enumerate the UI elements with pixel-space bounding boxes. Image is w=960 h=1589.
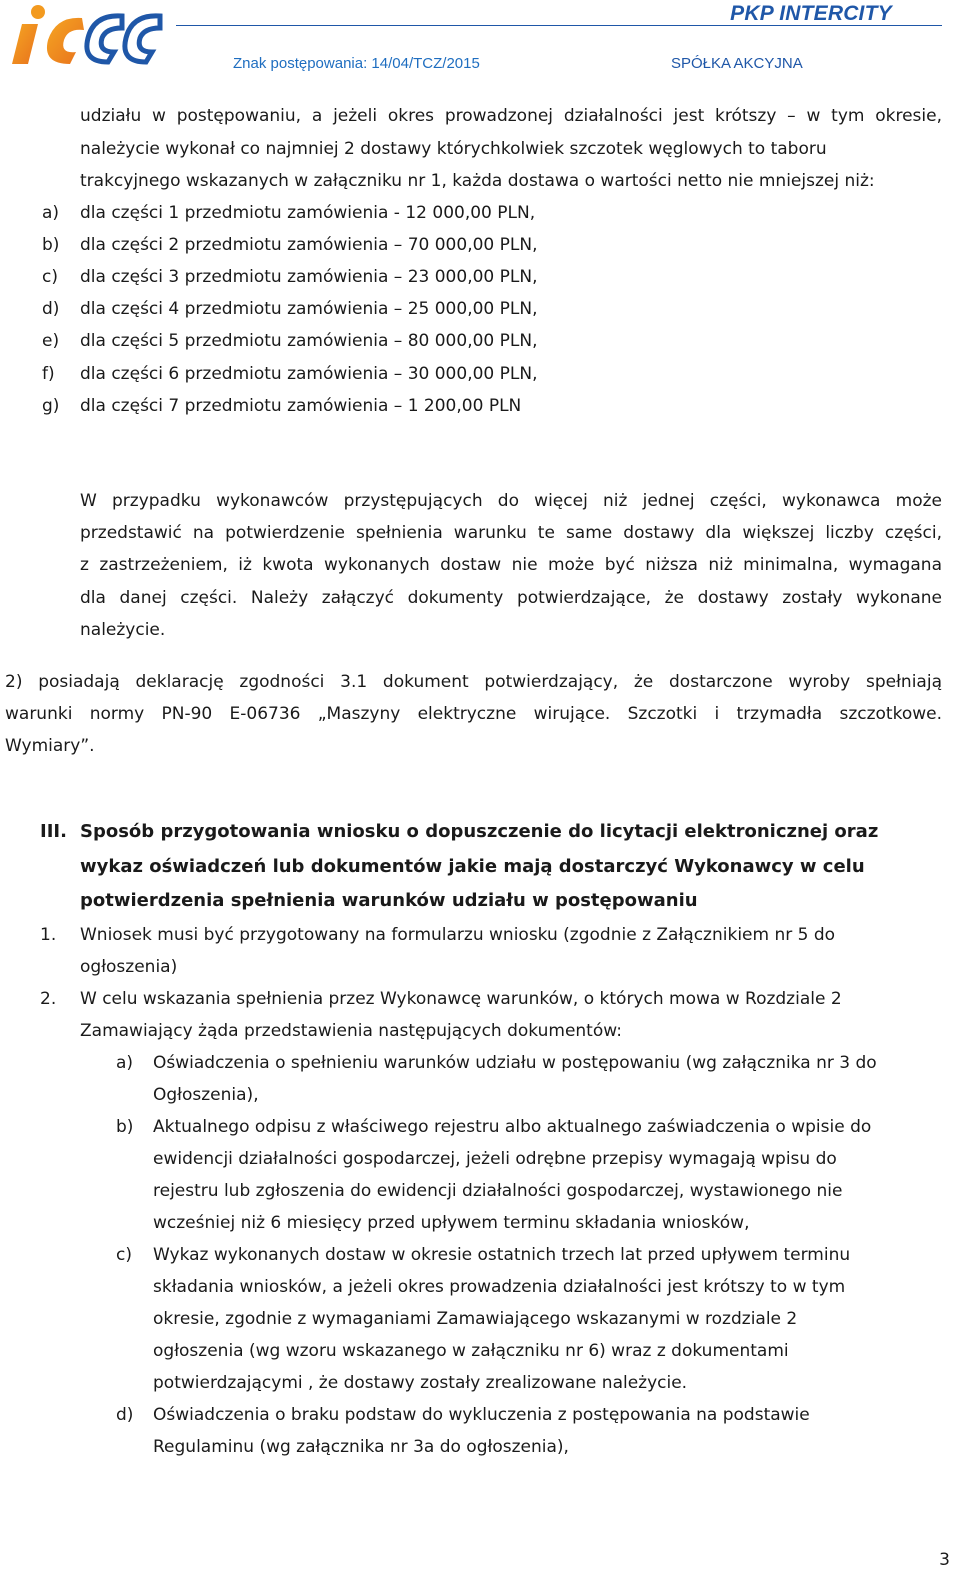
company-type: SPÓŁKA AKCYJNA bbox=[671, 55, 803, 72]
subitem-line: Oświadczenia o spełnieniu warunków udziału w postępowaniu (wg załącznika nr 3 do bbox=[153, 1053, 877, 1073]
reference-number: Znak postępowania: 14/04/TCZ/2015 bbox=[233, 55, 480, 72]
note-line: przedstawić na potwierdzenie spełnienia warunku te same dostawy dla większej liczby części, bbox=[80, 523, 942, 543]
header-rule bbox=[176, 25, 942, 26]
section-number: III. bbox=[40, 821, 67, 842]
list-item: dla części 4 przedmiotu zamówienia – 25 000,00 PLN, bbox=[80, 299, 538, 319]
item-line: W celu wskazania spełnienia przez Wykonawcę warunków, o których mowa w Rozdziale 2 bbox=[80, 989, 842, 1009]
item-number: 1. bbox=[40, 925, 57, 945]
item-line: ogłoszenia) bbox=[80, 957, 178, 977]
intro-line: trakcyjnego wskazanych w załączniku nr 1, każda dostawa o wartości netto nie mniejszej niż: bbox=[80, 171, 875, 191]
subitem-line: rejestru lub zgłoszenia do ewidencji działalności gospodarczej, wystawionego nie bbox=[153, 1181, 843, 1201]
point-line: 2) posiadają deklarację zgodności 3.1 dokument potwierdzający, że dostarczone wyroby spełniają bbox=[5, 672, 942, 692]
subitem-line: wcześniej niż 6 miesięcy przed upływem terminu składania wniosków, bbox=[153, 1213, 750, 1233]
section-title-line: wykaz oświadczeń lub dokumentów jakie mają dostarczyć Wykonawcy w celu bbox=[80, 856, 865, 877]
list-item-label: d) bbox=[42, 299, 60, 319]
note-line: należycie. bbox=[80, 620, 166, 640]
note-line: z zastrzeżeniem, iż kwota wykonanych dostaw nie może być niższa niż minimalna, wymagana bbox=[80, 555, 942, 575]
subitem-label: d) bbox=[116, 1405, 134, 1425]
list-item: dla części 3 przedmiotu zamówienia – 23 000,00 PLN, bbox=[80, 267, 538, 287]
subitem-label: c) bbox=[116, 1245, 132, 1265]
subitem-line: Oświadczenia o braku podstaw do wykluczenia z postępowania na podstawie bbox=[153, 1405, 810, 1425]
brand-name: PKP INTERCITY bbox=[730, 2, 892, 25]
subitem-line: okresie, zgodnie z wymaganiami Zamawiającego wskazanymi w rozdziale 2 bbox=[153, 1309, 798, 1329]
list-item-label: c) bbox=[42, 267, 58, 287]
list-item-label: f) bbox=[42, 364, 55, 384]
intercity-logo-icon bbox=[4, 2, 170, 68]
note-line: dla danej części. Należy załączyć dokumenty potwierdzające, że dostawy zostały wykonane bbox=[80, 588, 942, 608]
intro-line: należycie wykonał co najmniej 2 dostawy którychkolwiek szczotek węglowych to taboru bbox=[80, 139, 827, 159]
section-title-line: potwierdzenia spełnienia warunków udziału w postępowaniu bbox=[80, 890, 698, 911]
note-line: W przypadku wykonawców przystępujących do więcej niż jednej części, wykonawca może bbox=[80, 491, 942, 511]
list-item-label: a) bbox=[42, 203, 60, 223]
page-number: 3 bbox=[939, 1550, 950, 1570]
list-item: dla części 2 przedmiotu zamówienia – 70 000,00 PLN, bbox=[80, 235, 538, 255]
subitem-line: składania wniosków, a jeżeli okres prowadzenia działalności jest krótszy to w tym bbox=[153, 1277, 846, 1297]
list-item: dla części 6 przedmiotu zamówienia – 30 000,00 PLN, bbox=[80, 364, 538, 384]
subitem-line: Wykaz wykonanych dostaw w okresie ostatnich trzech lat przed upływem terminu bbox=[153, 1245, 851, 1265]
point-line: warunki normy PN-90 E-06736 „Maszyny elektryczne wirujące. Szczotki i trzymadła szczotkowe. bbox=[5, 704, 942, 724]
item-line: Wniosek musi być przygotowany na formularzu wniosku (zgodnie z Załącznikiem nr 5 do bbox=[80, 925, 836, 945]
subitem-line: Ogłoszenia), bbox=[153, 1085, 259, 1105]
subitem-label: b) bbox=[116, 1117, 134, 1137]
subitem-line: Aktualnego odpisu z właściwego rejestru albo aktualnego zaświadczenia o wpisie do bbox=[153, 1117, 872, 1137]
subitem-label: a) bbox=[116, 1053, 134, 1073]
list-item: dla części 1 przedmiotu zamówienia - 12 000,00 PLN, bbox=[80, 203, 536, 223]
subitem-line: ogłoszenia (wg wzoru wskazanego w załączniku nr 6) wraz z dokumentami bbox=[153, 1341, 789, 1361]
point-line: Wymiary”. bbox=[5, 736, 95, 756]
list-item: dla części 5 przedmiotu zamówienia – 80 000,00 PLN, bbox=[80, 331, 538, 351]
list-item: dla części 7 przedmiotu zamówienia – 1 200,00 PLN bbox=[80, 396, 522, 416]
list-item-label: b) bbox=[42, 235, 60, 255]
intro-line: udziału w postępowaniu, a jeżeli okres prowadzonej działalności jest krótszy – w tym okresie, bbox=[80, 106, 942, 126]
item-line: Zamawiający żąda przedstawienia następujących dokumentów: bbox=[80, 1021, 622, 1041]
list-item-label: e) bbox=[42, 331, 60, 351]
subitem-line: Regulaminu (wg załącznika nr 3a do ogłoszenia), bbox=[153, 1437, 569, 1457]
item-number: 2. bbox=[40, 989, 57, 1009]
subitem-line: ewidencji działalności gospodarczej, jeżeli odrębne przepisy wymagają wpisu do bbox=[153, 1149, 837, 1169]
list-item-label: g) bbox=[42, 396, 60, 416]
section-title-line: Sposób przygotowania wniosku o dopuszczenie do licytacji elektronicznej oraz bbox=[80, 821, 879, 842]
subitem-line: potwierdzającymi , że dostawy zostały zrealizowane należycie. bbox=[153, 1373, 688, 1393]
